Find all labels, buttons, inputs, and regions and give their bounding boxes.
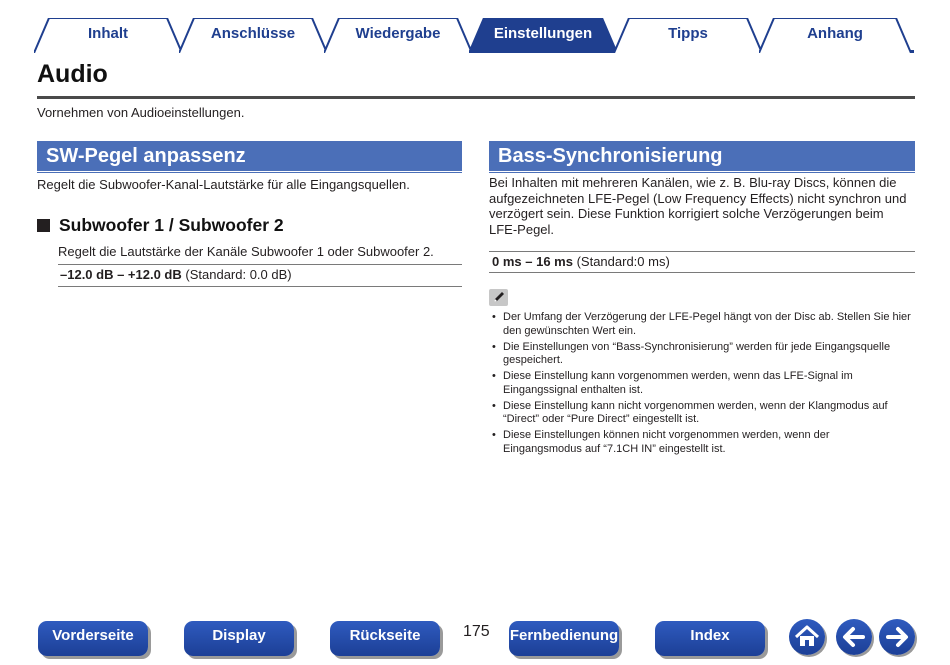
note-item: • Diese Einstellung kann vorgenommen werden, wenn das LFE-Signal im Eingangssignal enthalten ist. xyxy=(491,370,911,397)
divider xyxy=(58,286,462,287)
section-heading-sw-pegel: SW-Pegel anpassenz xyxy=(37,141,462,171)
tab-anschluesse[interactable] xyxy=(179,18,327,53)
tab-label: Wiedergabe xyxy=(355,25,441,42)
subwoofer-description: Regelt die Lautstärke der Kanäle Subwoofer 1 oder Subwoofer 2. xyxy=(58,244,434,259)
arrow-left-icon[interactable] xyxy=(836,619,872,655)
note-item: • Diese Einstellungen können nicht vorgenommen werden, wenn der Eingangsmodus auf “7.1CH IN” eingestellt ist. xyxy=(491,429,911,456)
page-number: 175 xyxy=(463,623,490,640)
nav-button-vorderseite[interactable]: Vorderseite xyxy=(38,621,148,656)
page-intro: Vornehmen von Audioeinstellungen. xyxy=(37,105,245,120)
range-value: –12.0 dB – +12.0 dB xyxy=(60,267,182,282)
tab-inhalt[interactable] xyxy=(34,18,182,53)
divider xyxy=(489,272,915,273)
arrow-right-icon[interactable] xyxy=(879,619,915,655)
divider xyxy=(58,264,462,265)
home-icon[interactable] xyxy=(789,619,825,655)
nav-button-rueckseite[interactable]: Rückseite xyxy=(330,621,440,656)
title-rule xyxy=(37,96,915,99)
top-tab-bar xyxy=(30,16,916,54)
pencil-note-icon xyxy=(489,289,508,306)
note-item: • Der Umfang der Verzögerung der LFE-Pegel hängt von der Disc ab. Stellen Sie hier den gewünschten Wert ein. xyxy=(491,311,911,338)
default-value: (Standard: 0.0 dB) xyxy=(185,267,292,282)
tab-label: Inhalt xyxy=(88,25,128,42)
tab-anhang[interactable] xyxy=(759,18,911,53)
page-title: Audio xyxy=(37,60,108,88)
notes-list xyxy=(491,311,911,459)
subheading-text: Subwoofer 1 / Subwoofer 2 xyxy=(59,215,284,235)
nav-button-index[interactable]: Index xyxy=(655,621,765,656)
nav-button-fernbedienung[interactable]: Fernbedienung xyxy=(509,621,619,656)
note-item: • Diese Einstellung kann nicht vorgenommen werden, wenn der Klangmodus auf “Direct” oder “Pure Direct” eingestellt ist. xyxy=(491,400,911,427)
sw-pegel-description: Regelt die Subwoofer-Kanal-Lautstärke für alle Eingangsquellen. xyxy=(37,177,410,192)
tab-label: Anschlüsse xyxy=(210,25,296,42)
tab-label: Einstellungen xyxy=(493,25,593,42)
bass-sync-description: Bei Inhalten mit mehreren Kanälen, wie z. B. Blu-ray Discs, können die aufgezeichneten LFE-Pegel (Low Frequency Effects) nicht synchron und verzögert sein. Diese Funktion korrigiert solche Verzögerungen beim LFE-Pegel. xyxy=(489,175,907,237)
subheading-subwoofer xyxy=(37,215,284,236)
default-value: (Standard:0 ms) xyxy=(576,254,670,269)
divider xyxy=(489,251,915,252)
tab-label: Tipps xyxy=(668,25,708,42)
tab-tipps[interactable] xyxy=(614,18,762,53)
square-bullet-icon xyxy=(37,219,50,232)
section-heading-bass-sync: Bass-Synchronisierung xyxy=(489,141,915,171)
note-item: • Die Einstellungen von “Bass-Synchronisierung” werden für jede Eingangsquelle gespeichert. xyxy=(491,341,911,368)
bass-sync-range xyxy=(492,254,670,269)
range-value: 0 ms – 16 ms xyxy=(492,254,573,269)
tab-label: Anhang xyxy=(807,25,863,42)
tab-wiedergabe[interactable] xyxy=(324,18,472,53)
nav-button-display[interactable]: Display xyxy=(184,621,294,656)
tab-einstellungen[interactable] xyxy=(469,18,617,53)
subwoofer-range xyxy=(60,267,292,282)
